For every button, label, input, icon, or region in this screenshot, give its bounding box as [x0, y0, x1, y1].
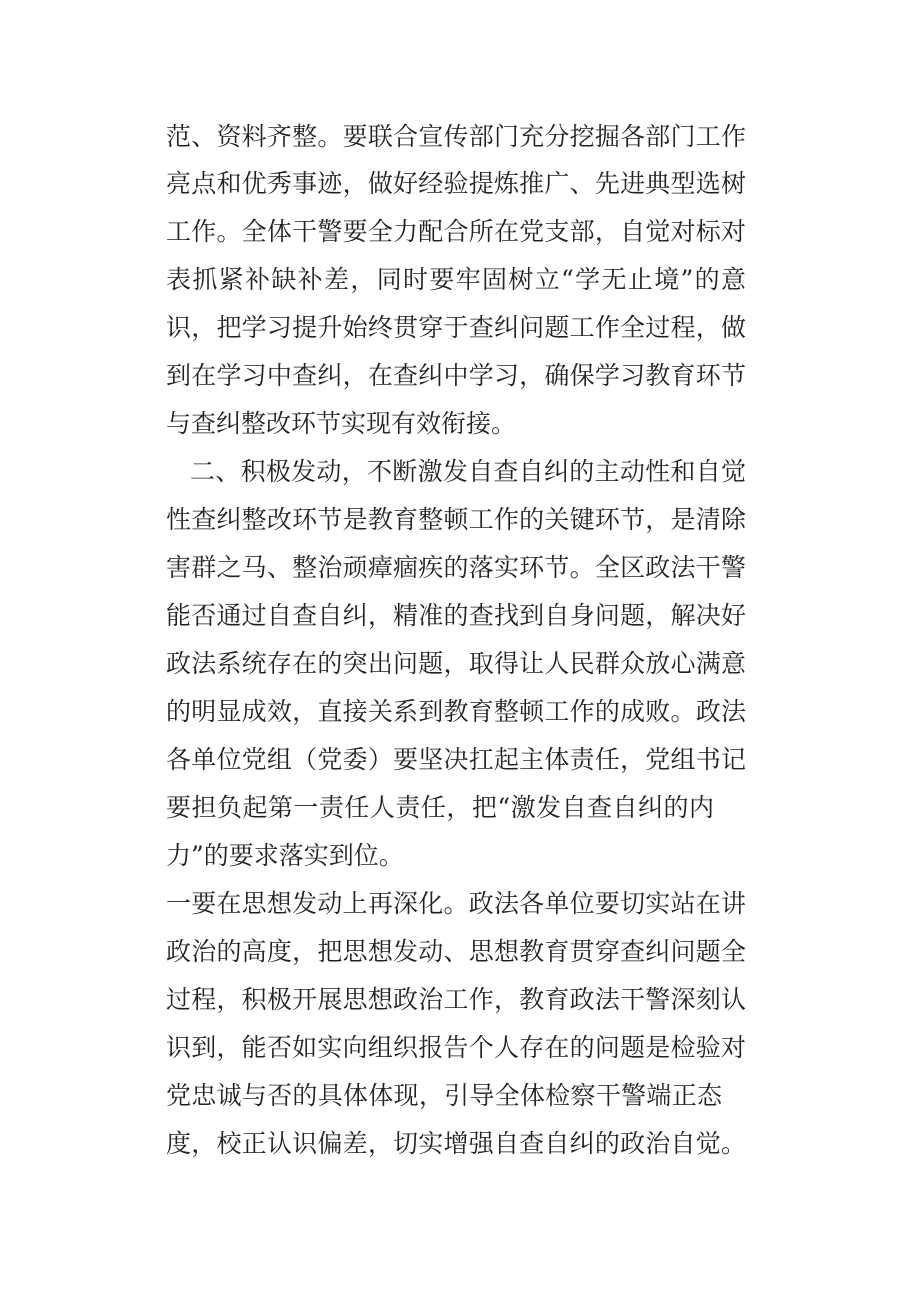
- text-line-2: 亮点和优秀事迹，做好经验提炼推广、先进典型选树: [166, 169, 746, 198]
- text-line-9: 性查纠整改环节是教育整顿工作的关键环节，是清除: [166, 505, 746, 534]
- text-line-3: 工作。全体干警要全力配合所在党支部，自觉对标对: [166, 217, 746, 246]
- text-line-20: 识到，能否如实向组织报告个人存在的问题是检验对: [166, 1033, 746, 1062]
- text-line-4: 表抓紧补缺补差，同时要牢固树立“学无止境”的意: [166, 265, 746, 294]
- text-line-10: 害群之马、整治顽瘴痼疾的落实环节。全区政法干警: [166, 553, 746, 582]
- text-line-17: 一要在思想发动上再深化。政法各单位要切实站在讲: [166, 889, 746, 918]
- text-line-11: 能否通过自查自纠，精准的查找到自身问题，解决好: [166, 601, 746, 630]
- text-line-22: 度，校正认识偏差，切实增强自查自纠的政治自觉。: [166, 1129, 746, 1158]
- text-line-19: 过程，积极开展思想政治工作，教育政法干警深刻认: [166, 985, 746, 1014]
- text-line-13: 的明显成效，直接关系到教育整顿工作的成败。政法: [166, 697, 746, 726]
- text-line-18: 政治的高度，把思想发动、思想教育贯穿查纠问题全: [166, 937, 746, 966]
- text-line-12: 政法系统存在的突出问题，取得让人民群众放心满意: [166, 649, 746, 678]
- text-line-21: 党忠诚与否的具体体现，引导全体检察干警端正态: [166, 1081, 722, 1110]
- text-line-5: 识，把学习提升始终贯穿于查纠问题工作全过程，做: [166, 313, 746, 342]
- text-line-16: 力”的要求落实到位。: [166, 841, 404, 870]
- text-line-1: 范、资料齐整。要联合宣传部门充分挖掘各部门工作: [166, 122, 746, 151]
- section-heading: 二、积极发动，不断激发自查自纠的主动性和自觉: [190, 457, 746, 486]
- text-line-6: 到在学习中查纠，在查纠中学习，确保学习教育环节: [166, 361, 746, 390]
- text-line-7: 与查纠整改环节实现有效衔接。: [166, 409, 517, 438]
- text-line-14: 各单位党组（党委）要坚决扛起主体责任，党组书记: [166, 745, 746, 774]
- text-line-15: 要担负起第一责任人责任，把“激发自查自纠的内: [166, 793, 714, 822]
